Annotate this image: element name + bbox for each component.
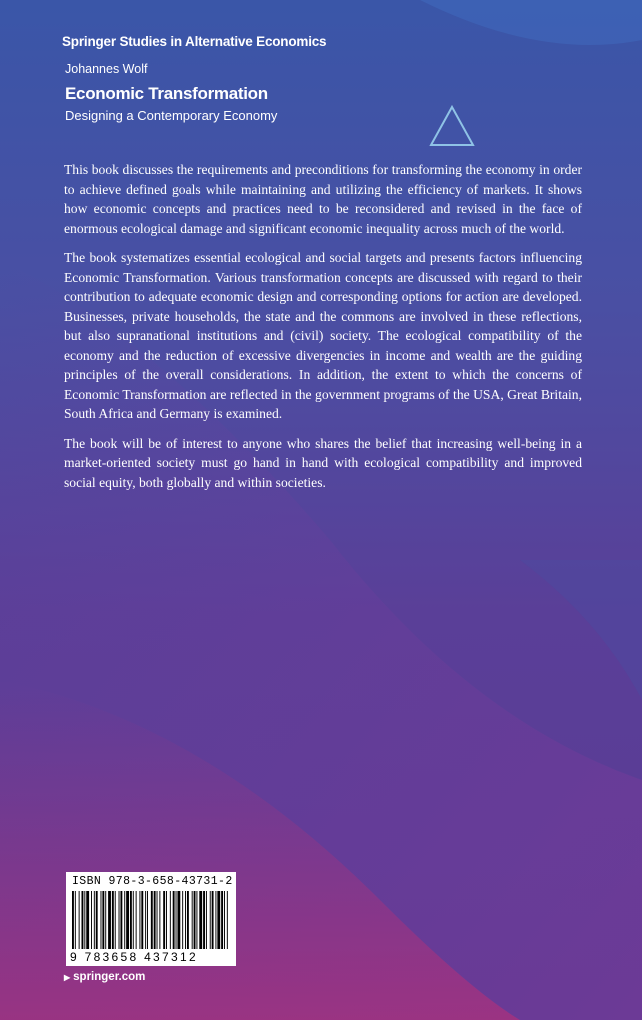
website-label: springer.com: [73, 971, 146, 983]
description-paragraph-3: The book will be of interest to anyone who shares the belief that increasing well-being in a market-oriented society must go hand in hand with ecological compatibility and improved social equity, both globally and within societies.: [64, 435, 582, 490]
barcode-bar: [159, 891, 160, 949]
barcode-bar: [75, 891, 76, 949]
isbn-barcode: [66, 872, 236, 966]
barcode-bar: [194, 891, 196, 949]
barcode-bar: [185, 891, 186, 949]
barcode-bar: [91, 891, 92, 949]
description-paragraph-2: The book systematizes essential ecological and social targets and presents factors influencing Economic Transformation. Various transformation concepts are discussed with regard to their contribution to adequate economic design and corresponding options for action are developed. Businesses, private households, the state and the commons are involved in these reflections, but also supranational institutions and (civil) society. The ecological compatibility of the economy and the reduction of excessive divergencies in income and wealth are the guiding principles of the overall considerations. In addition, the extent to which the concerns of Economic Transformation are reflected in the government programs of the USA, Great Britain, South Africa and Germany is examined.: [64, 250, 582, 421]
barcode-bar: [192, 891, 193, 949]
barcode-bar: [215, 891, 216, 949]
barcode-bar: [124, 891, 125, 949]
barcode-bar: [115, 891, 116, 949]
barcode-bar: [105, 891, 106, 949]
barcode-bar: [217, 891, 220, 949]
barcode-bar: [221, 891, 223, 949]
barcode-bar: [176, 891, 177, 949]
barcode-bar: [102, 891, 104, 949]
barcode-bar: [224, 891, 225, 949]
barcode-bar: [126, 891, 129, 949]
barcode-bar: [139, 891, 140, 949]
barcode-bar: [136, 891, 137, 949]
barcode-bar: [206, 891, 207, 949]
barcode-bar: [119, 891, 120, 949]
barcode-bar: [227, 891, 228, 949]
barcode-bar: [120, 891, 122, 949]
barcode-bar: [130, 891, 132, 949]
barcode-bar: [196, 891, 197, 949]
barcode-bar: [173, 891, 175, 949]
triangle-icon: [428, 104, 476, 148]
series-name: Springer Studies in Alternative Economics: [62, 34, 327, 49]
book-subtitle: Designing a Contemporary Economy: [65, 108, 278, 123]
barcode-bar: [166, 891, 167, 949]
barcode-bars: [70, 891, 232, 949]
barcode-bar: [154, 891, 156, 949]
barcode-bar: [72, 891, 74, 949]
author-name: Johannes Wolf: [65, 62, 148, 76]
barcode-bar: [133, 891, 134, 949]
barcode-bar: [79, 891, 80, 949]
book-title: Economic Transformation: [65, 84, 268, 103]
barcode-bar: [112, 891, 114, 949]
barcode-bar: [82, 891, 84, 949]
description-paragraph-1: This book discusses the requirements and preconditions for transforming the economy in order to achieve defined goals while maintaining and utilizing the efficiency of markets. It shows how economic concepts and practices need to be reconsidered and revised in the face of enormous ecological damage and significant economic inequality across much of the world.: [64, 162, 582, 236]
barcode-bar: [94, 891, 95, 949]
barcode-bar: [84, 891, 85, 949]
isbn-label: ISBN 978-3-658-43731-2: [72, 875, 233, 888]
description: [64, 160, 582, 502]
barcode-bar: [157, 891, 158, 949]
barcode-bar: [170, 891, 171, 949]
barcode-bar: [86, 891, 89, 949]
barcode-bar: [212, 891, 214, 949]
barcode-bar: [108, 891, 111, 949]
barcode-bar: [210, 891, 211, 949]
publisher-website[interactable]: [64, 971, 145, 983]
barcode-bar: [147, 891, 148, 949]
barcode-bar: [151, 891, 153, 949]
barcode-bar: [163, 891, 165, 949]
barcode-bar: [145, 891, 146, 949]
barcode-bar: [182, 891, 183, 949]
barcode-bar: [187, 891, 189, 949]
barcode-digits: 9 783658 437312: [70, 950, 198, 964]
barcode-bar: [101, 891, 102, 949]
barcode-bar: [199, 891, 202, 949]
barcode-bar: [141, 891, 143, 949]
barcode-bar: [177, 891, 180, 949]
barcode-bar: [96, 891, 98, 949]
barcode-bar: [203, 891, 205, 949]
arrow-right-icon: ▶: [64, 973, 71, 982]
